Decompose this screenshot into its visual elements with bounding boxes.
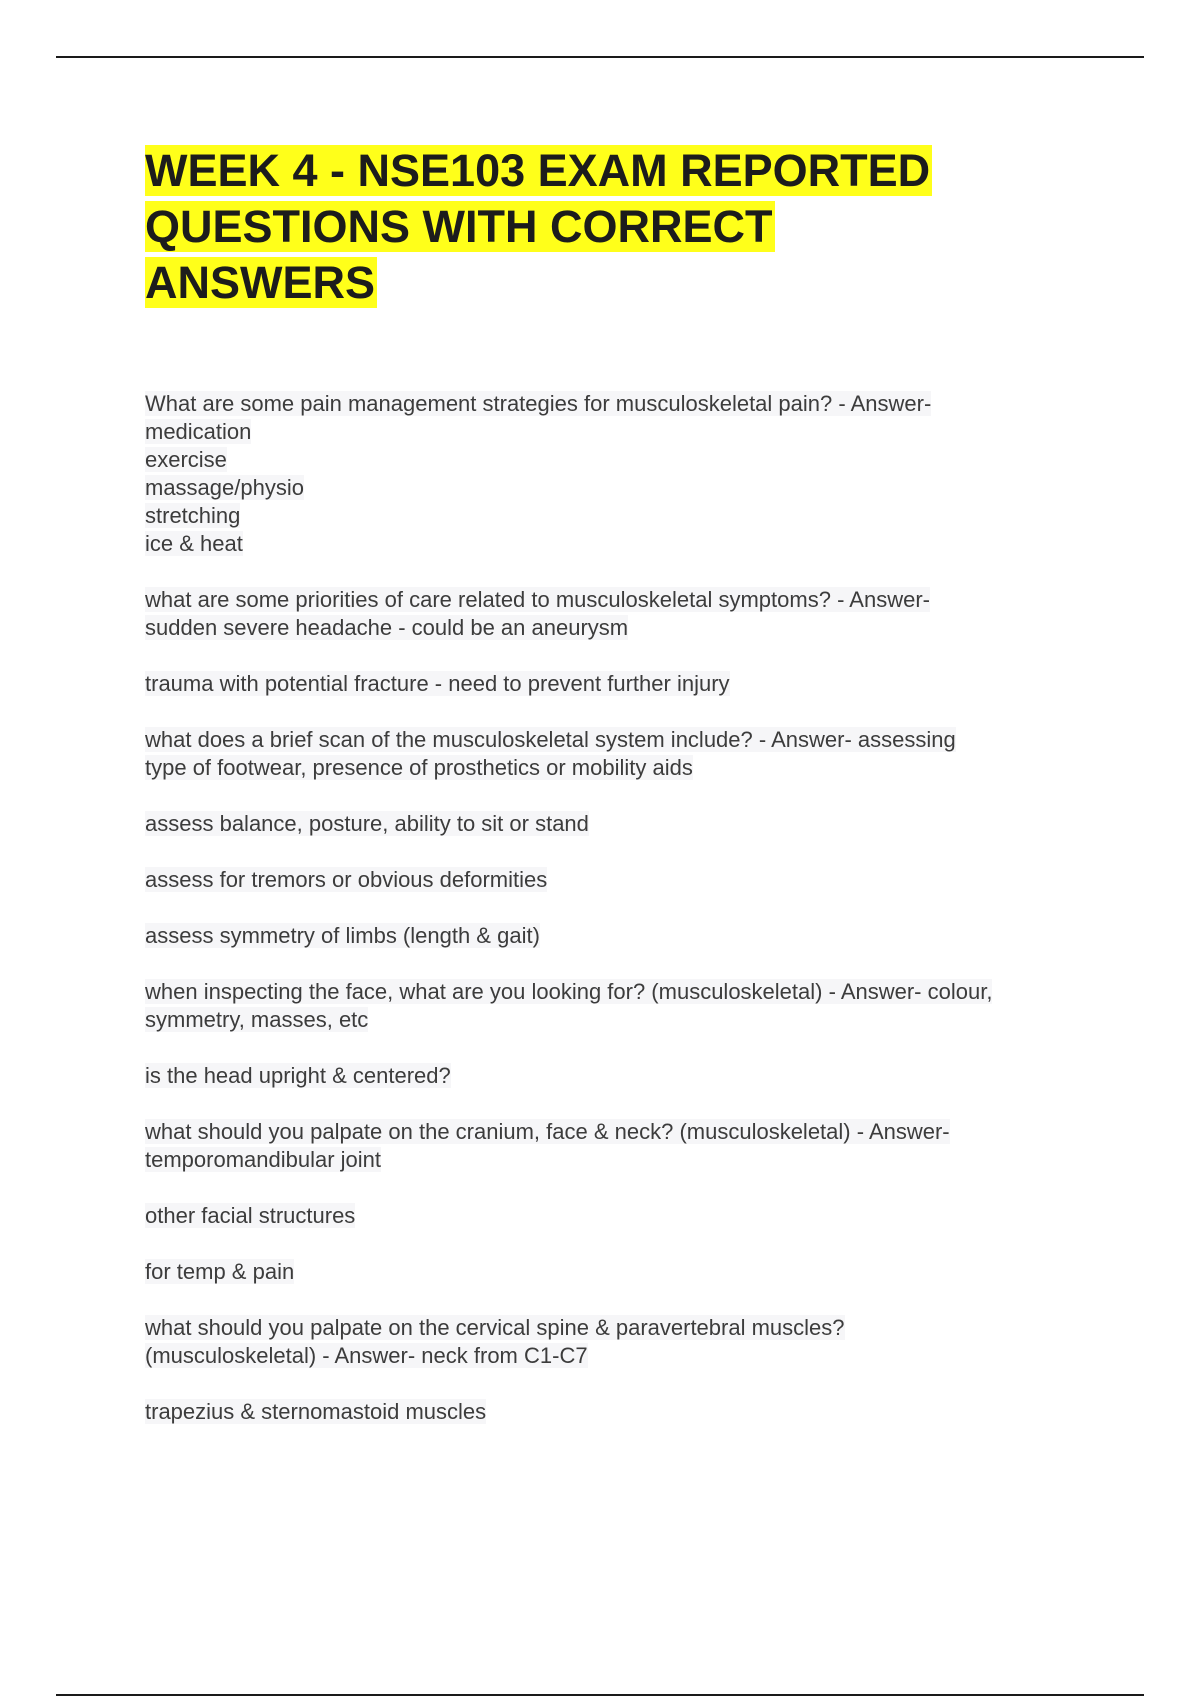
- qa-paragraph: [145, 1258, 1105, 1286]
- document-title-text: WEEK 4 - NSE103 EXAM REPORTED QUESTIONS WITH CORRECT ANSWERS: [145, 145, 931, 308]
- qa-paragraph: [145, 866, 1105, 894]
- qa-paragraph-text: assess balance, posture, ability to sit or stand: [145, 811, 589, 836]
- qa-paragraph: [145, 810, 1105, 838]
- qa-paragraph: [145, 1398, 1105, 1426]
- qa-paragraph-text: trauma with potential fracture - need to prevent further injury: [145, 671, 730, 696]
- qa-paragraph: [145, 586, 1105, 642]
- qa-paragraph-text: other facial structures: [145, 1203, 356, 1228]
- bottom-rule: [56, 1694, 1144, 1696]
- qa-paragraph: [145, 1314, 1105, 1370]
- qa-paragraph: [145, 922, 1105, 950]
- qa-paragraph: [145, 390, 1105, 558]
- qa-paragraph: [145, 978, 1105, 1034]
- qa-paragraph: [145, 1202, 1105, 1230]
- document-title: [145, 143, 1105, 311]
- qa-paragraph-text: what are some priorities of care related to musculoskeletal symptoms? - Answer- sudden severe headache - could be an aneurysm: [145, 587, 930, 640]
- qa-paragraph-text: what should you palpate on the cervical spine & paravertebral muscles? (musculoskeletal) - Answer- neck from C1-C7: [145, 1315, 845, 1368]
- qa-paragraph-text: trapezius & sternomastoid muscles: [145, 1399, 487, 1424]
- title-block: [145, 143, 1105, 311]
- qa-paragraph-text: for temp & pain: [145, 1259, 295, 1284]
- qa-paragraph-text: what should you palpate on the cranium, face & neck? (musculoskeletal) - Answer- temporomandibular joint: [145, 1119, 950, 1172]
- qa-paragraph: [145, 726, 1105, 782]
- qa-paragraph-text: what does a brief scan of the musculoskeletal system include? - Answer- assessing type of footwear, presence of prosthetics or mobility aids: [145, 727, 956, 780]
- top-rule: [56, 56, 1144, 58]
- qa-paragraph-text: assess for tremors or obvious deformities: [145, 867, 548, 892]
- qa-paragraph: [145, 670, 1105, 698]
- qa-paragraph: [145, 1118, 1105, 1174]
- qa-paragraph-text: when inspecting the face, what are you looking for? (musculoskeletal) - Answer- colour, symmetry, masses, etc: [145, 979, 993, 1032]
- qa-paragraph: [145, 1062, 1105, 1090]
- qa-paragraph-text: is the head upright & centered?: [145, 1063, 451, 1088]
- qa-paragraph-text: assess symmetry of limbs (length & gait): [145, 923, 540, 948]
- qa-paragraph-text: What are some pain management strategies for musculoskeletal pain? - Answer- medication exercise massage/physio stretching ice & heat: [145, 391, 932, 556]
- qa-content: [145, 390, 1105, 1454]
